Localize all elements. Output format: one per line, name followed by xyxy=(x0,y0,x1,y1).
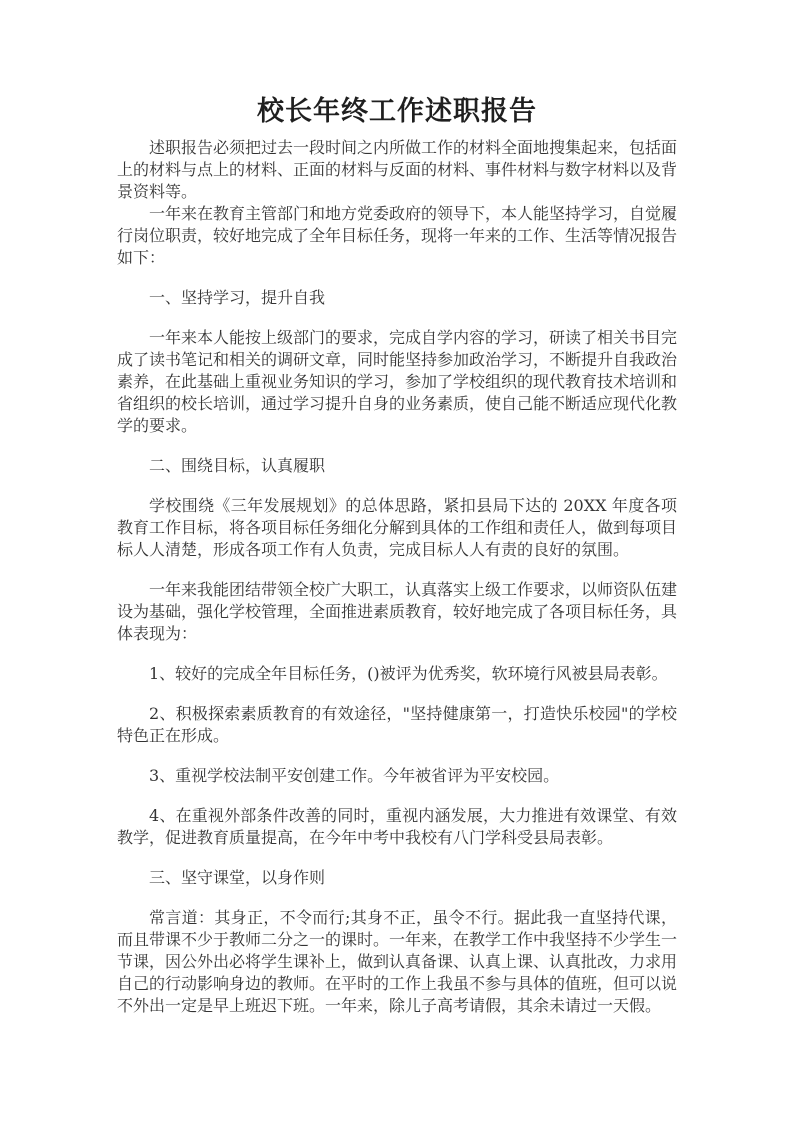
list-item-1: 1、较好的完成全年目标任务，()被评为优秀奖，软环境行风被县局表彰。 xyxy=(149,664,668,683)
paragraph-section-1: 一年来本人能按上级部门的要求，完成自学内容的学习，研读了相关书目完成了读书笔记和相关的调研文章，同时能坚持参加政治学习，不断提升自我政治素养，在此基础上重视业务知识的学习，参加了学校组织的现代教育技术培训和省组织的校长培训，通过学习提升自身的业务素质，使自己能不断适应现代化教学的要求。 xyxy=(117,328,678,435)
document-title: 校长年终工作述职报告 xyxy=(257,96,537,127)
list-item-4: 4、在重视外部条件改善的同时，重视内涵发展，大力推进有效课堂、有效教学，促进教育质量提高，在今年中考中我校有八门学科受县局表彰。 xyxy=(117,806,677,847)
paragraph-overview: 一年来在教育主管部门和地方党委政府的领导下，本人能坚持学习，自觉履行岗位职责，较好地完成了全年目标任务，现将一年来的工作、生活等情况报告如下： xyxy=(117,204,678,267)
paragraph-section-2-goals: 学校围绕《三年发展规划》的总体思路，紧扣县局下达的 20XX 年度各项教育工作目标，将各项目标任务细化分解到具体的工作组和责任人，做到每项目标人人清楚，形成各项工作有人负责，完成目标人人有责的良好的氛围。 xyxy=(117,496,678,559)
section-heading-1: 一、坚持学习，提升自我 xyxy=(149,288,326,307)
paragraph-section-2-summary: 一年来我能团结带领全校广大职工，认真落实上级工作要求，以师资队伍建设为基础，强化学校管理，全面推进素质教育，较好地完成了各项目标任务，具体表现为： xyxy=(117,580,678,643)
paragraph-intro: 述职报告必须把过去一段时间之内所做工作的材料全面地搜集起来，包括面上的材料与点上的材料、正面的材料与反面的材料、事件材料与数字材料以及背景资料等。 xyxy=(117,138,678,201)
list-item-3: 3、重视学校法制平安创建工作。今年被省评为平安校园。 xyxy=(149,766,560,785)
document-content xyxy=(0,95,793,1017)
section-heading-2: 二、围绕目标，认真履职 xyxy=(149,456,326,475)
section-heading-3: 三、坚守课堂，以身作则 xyxy=(149,868,326,887)
paragraph-section-3: 常言道：其身正，不令而行;其身不正，虽令不行。据此我一直坚持代课，而且带课不少于教师二分之一的课时。一年来，在教学工作中我坚持不少学生一节课，因公外出必将学生课补上，做到认真备课、认真上课、认真批改，力求用自己的行动影响身边的教师。在平时的工作上我虽不参与具体的值班，但可以说不外出一定是早上班迟下班。一年来，除儿子高考请假，其余未请过一天假。 xyxy=(117,908,678,1015)
list-item-2: 2、积极探索素质教育的有效途径，"坚持健康第一，打造快乐校园"的学校特色正在形成。 xyxy=(117,704,677,745)
